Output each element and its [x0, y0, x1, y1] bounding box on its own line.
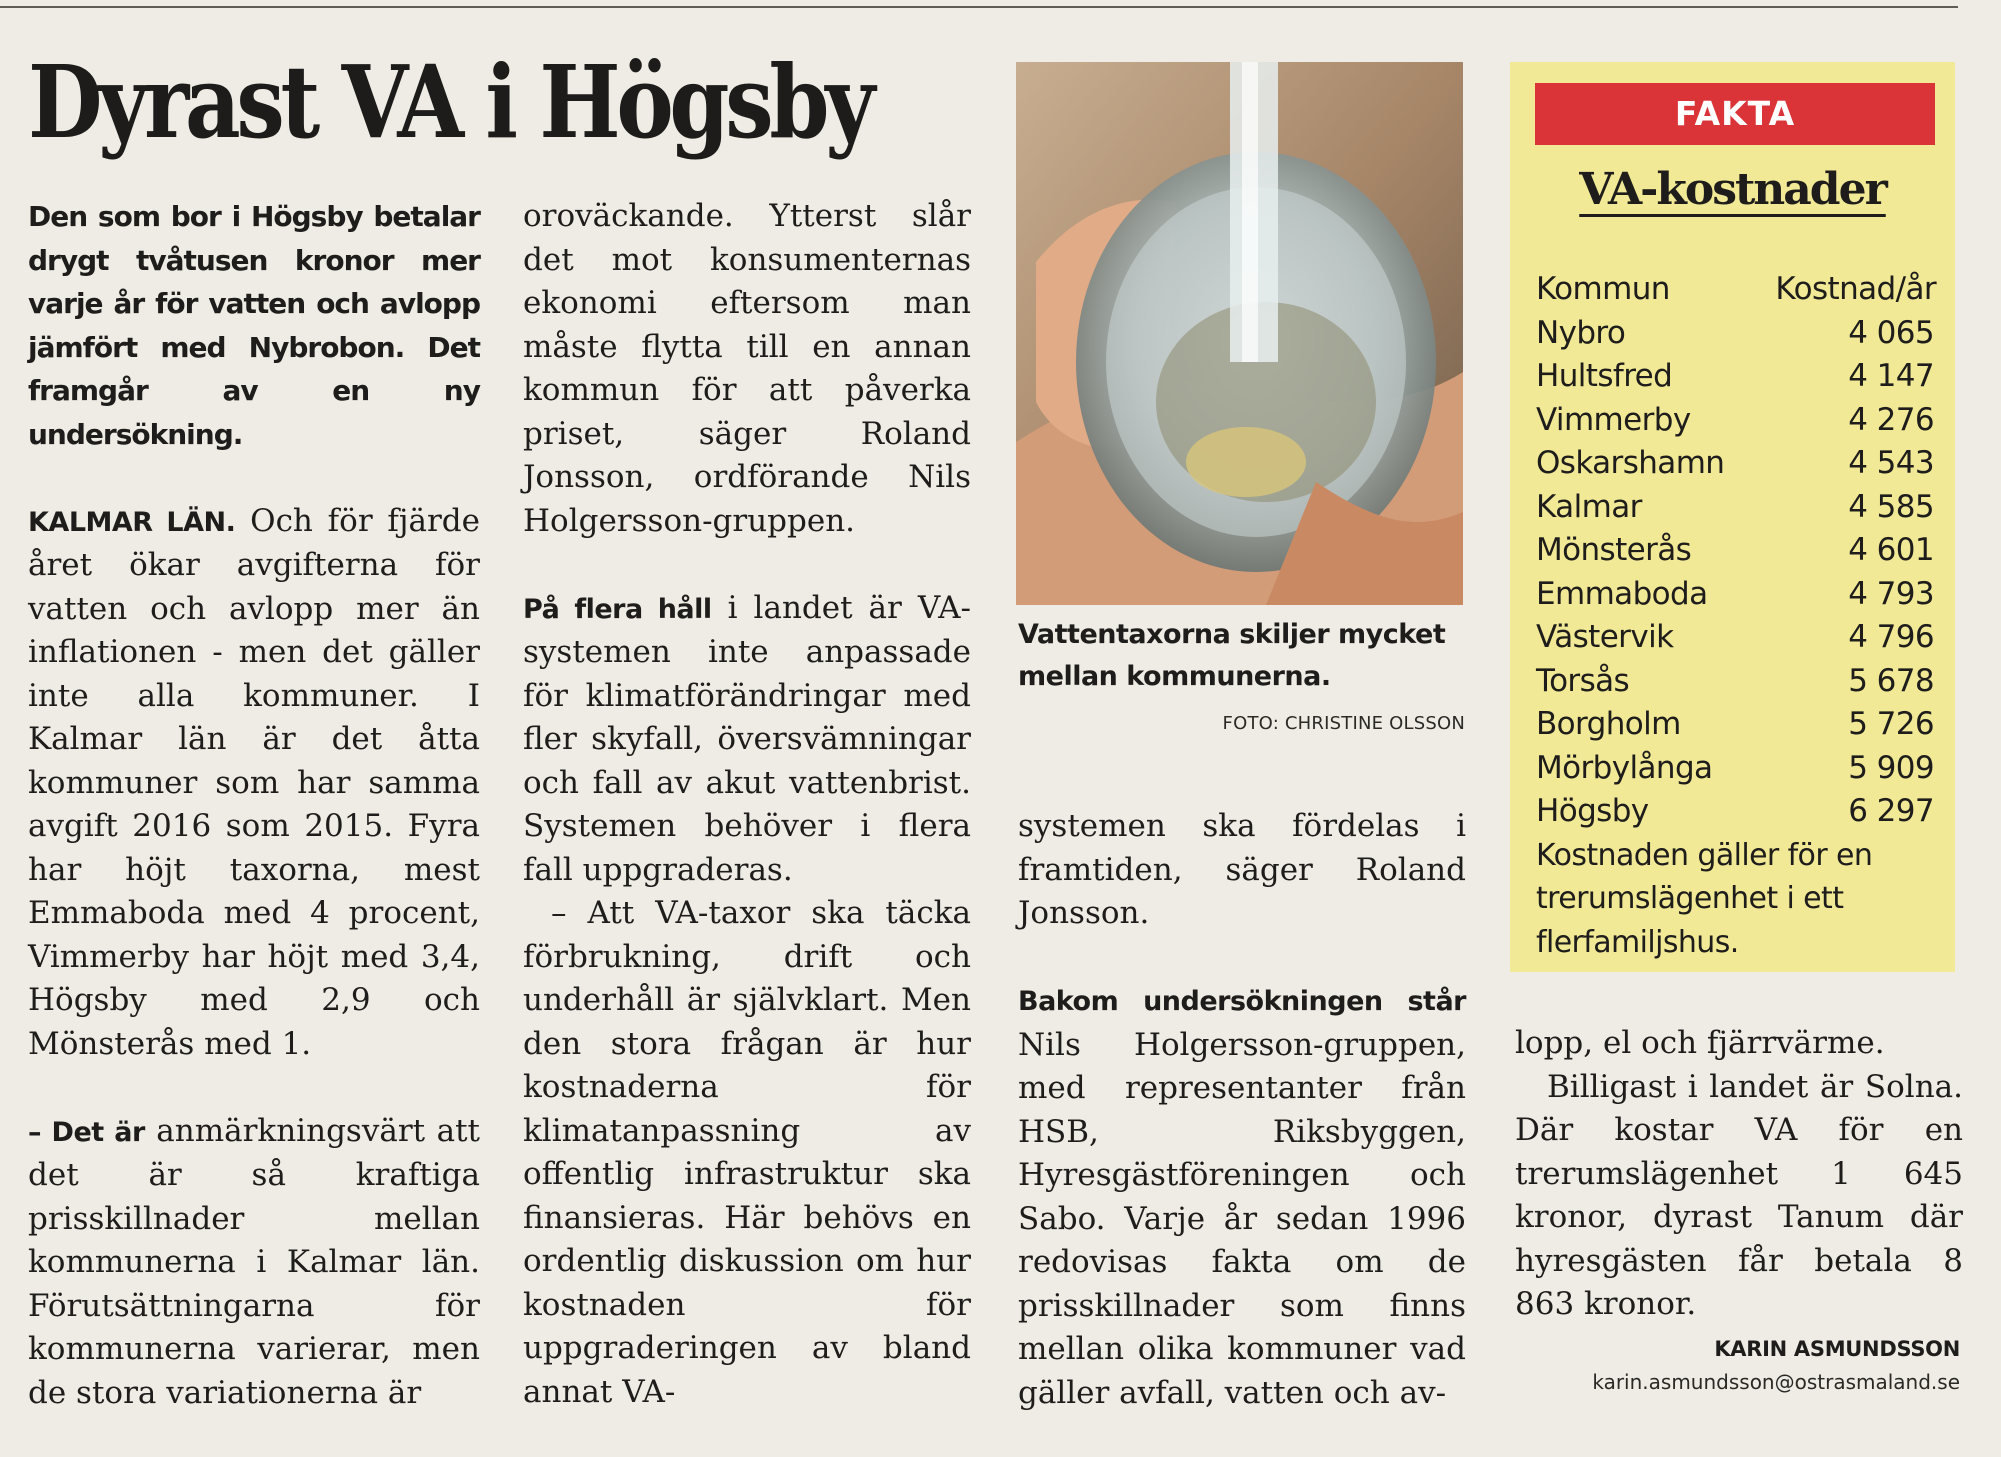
fakta-kommun: Mörbylånga	[1536, 749, 1713, 786]
fakta-kostnad: 4 585	[1848, 488, 1934, 525]
fakta-table	[1536, 268, 1936, 964]
fakta-title-text: VA-kostnader	[1579, 164, 1886, 215]
fakta-kommun: Hultsfred	[1536, 358, 1673, 394]
paragraph-5: – Att VA-taxor ska täcka förbrukning, drift och underhåll är självklart. Men den stora frågan är hur kostnaderna för klimatanpassning av offentlig infrastruktur ska finansieras. Här behövs en ordentlig diskussion om hur kostnaden för uppgraderingen av bland annat VA-	[523, 895, 971, 1410]
fakta-kostnad: 5 726	[1848, 706, 1934, 742]
fakta-kostnad: 4 796	[1848, 619, 1934, 655]
author-email: karin.asmundsson@ostrasmaland.se	[1592, 1370, 1960, 1394]
fakta-row	[1536, 573, 1936, 617]
paragraph-3: oroväckande. Ytterst slår det mot konsumenternas ekonomi eftersom man måste flytta till en annan kommun för att påverka priset, säger Roland Jonsson, ordförande Nils Holgersson-gruppen.	[523, 198, 971, 539]
fakta-kommun: Högsby	[1536, 793, 1649, 829]
fakta-header-row	[1536, 268, 1936, 312]
fakta-kommun: Nybro	[1536, 314, 1626, 351]
fakta-kostnad: 5 909	[1848, 749, 1934, 786]
fakta-kostnad: 4 793	[1848, 575, 1934, 612]
fakta-kostnad: 4 276	[1848, 401, 1934, 438]
fakta-row	[1536, 529, 1936, 573]
paragraph-2-lead: – Det är	[28, 1116, 145, 1148]
fakta-kostnad: 4 543	[1848, 445, 1934, 481]
dateline: KALMAR LÄN.	[28, 506, 236, 538]
article-column-4	[1515, 1022, 1963, 1327]
fakta-row	[1536, 616, 1936, 660]
fakta-kostnad: 4 601	[1848, 532, 1934, 568]
paragraph-9: Billigast i landet är Solna. Där kostar VA för en trerumslägenhet 1 645 kronor, dyrast Tanum där hyresgästen får betala 8 863 kronor.	[1515, 1068, 1963, 1322]
paragraph-2-text: anmärkningsvärt att det är så kraftiga prisskillnader mellan kommunerna i Kalmar län. Förutsättningarna för kommunerna varierar, men de stora variationerna är	[28, 1112, 480, 1411]
fakta-kommun: Borgholm	[1536, 706, 1681, 742]
fakta-kostnad: 4 147	[1848, 358, 1934, 394]
fakta-kostnad: 4 065	[1848, 314, 1934, 351]
header-kostnad: Kostnad/år	[1775, 271, 1936, 307]
photo-caption: Vattentaxorna skiljer mycket mellan kommunerna.	[1018, 619, 1446, 692]
fakta-kommun: Vimmerby	[1536, 401, 1691, 438]
fakta-row	[1536, 703, 1936, 747]
header-kommun: Kommun	[1536, 271, 1670, 307]
water-glass-photo	[1016, 62, 1463, 605]
article-column-2	[523, 195, 971, 1414]
fakta-row	[1536, 747, 1936, 791]
fakta-row	[1536, 355, 1936, 399]
fakta-title	[1510, 164, 1955, 215]
fakta-row	[1536, 399, 1936, 443]
paragraph-2	[28, 1110, 480, 1416]
paragraph-6: systemen ska fördelas i framtiden, säger Roland Jonsson.	[1018, 808, 1466, 931]
top-rule	[0, 6, 1958, 8]
article-column-3	[1018, 805, 1466, 1415]
fakta-note: Kostnaden gäller för en trerumslägenhet i ett flerfamiljshus.	[1536, 837, 1873, 960]
fakta-row	[1536, 486, 1936, 530]
fakta-kommun: Mönsterås	[1536, 532, 1692, 568]
fakta-kommun: Emmaboda	[1536, 575, 1708, 612]
lede: Den som bor i Högsby betalar drygt tvåtusen kronor mer varje år för vatten och avlopp jämfört med Nybrobon. Det framgår av en ny undersökning.	[28, 200, 480, 451]
fakta-label: FAKTA	[1535, 83, 1935, 145]
article-column-1	[28, 195, 480, 1415]
paragraph-7	[1018, 979, 1466, 1415]
paragraph-4-lead: På flera håll	[523, 593, 712, 625]
fakta-row	[1536, 312, 1936, 356]
photo-illustration	[1016, 62, 1463, 605]
fakta-row	[1536, 790, 1936, 834]
fakta-kostnad: 5 678	[1848, 662, 1934, 699]
fakta-kommun: Västervik	[1536, 619, 1674, 655]
headline: Dyrast VA i Högsby	[28, 43, 871, 161]
fakta-kommun: Oskarshamn	[1536, 445, 1725, 481]
paragraph-7-lead: Bakom undersökningen står	[1018, 986, 1466, 1017]
fakta-rows	[1536, 312, 1936, 834]
photo-credit: FOTO: CHRISTINE OLSSON	[1222, 713, 1465, 734]
fakta-row	[1536, 660, 1936, 704]
paragraph-8: lopp, el och fjärrvärme.	[1515, 1025, 1885, 1061]
paragraph-1	[28, 500, 480, 1067]
paragraph-1-text: Och för fjärde året ökar avgifterna för vatten och avlopp mer än inflationen - men det gäller inte alla kommuner. I Kalmar län är det åtta kommuner som har samma avgift 2016 som 2015. Fyra har höjt taxorna, mest Emmaboda med 4 procent, Vimmerby har höjt med 3,4, Högsby med 2,9 och Mönsterås med 1.	[28, 502, 480, 1062]
fakta-kommun: Kalmar	[1536, 488, 1642, 525]
paragraph-4-text: i landet är VA-systemen inte anpassade för klimatförändringar med fler skyfall, översvämningar och fall av akut vattenbrist. Systemen behöver i flera fall uppgraderas.	[523, 589, 971, 888]
fakta-kommun: Torsås	[1536, 662, 1630, 699]
paragraph-4	[523, 587, 971, 893]
fakta-kostnad: 6 297	[1848, 793, 1934, 829]
fakta-row	[1536, 442, 1936, 486]
byline: KARIN ASMUNDSSON	[1714, 1337, 1960, 1361]
paragraph-7-text: Nils Holgersson-gruppen, med representanter från HSB, Riksbyggen, Hyresgästföreningen och Sabo. Varje år sedan 1996 redovisas fakta om de prisskillnader som finns mellan olika kommuner vad gäller avfall, vatten och av-	[1018, 1026, 1466, 1411]
